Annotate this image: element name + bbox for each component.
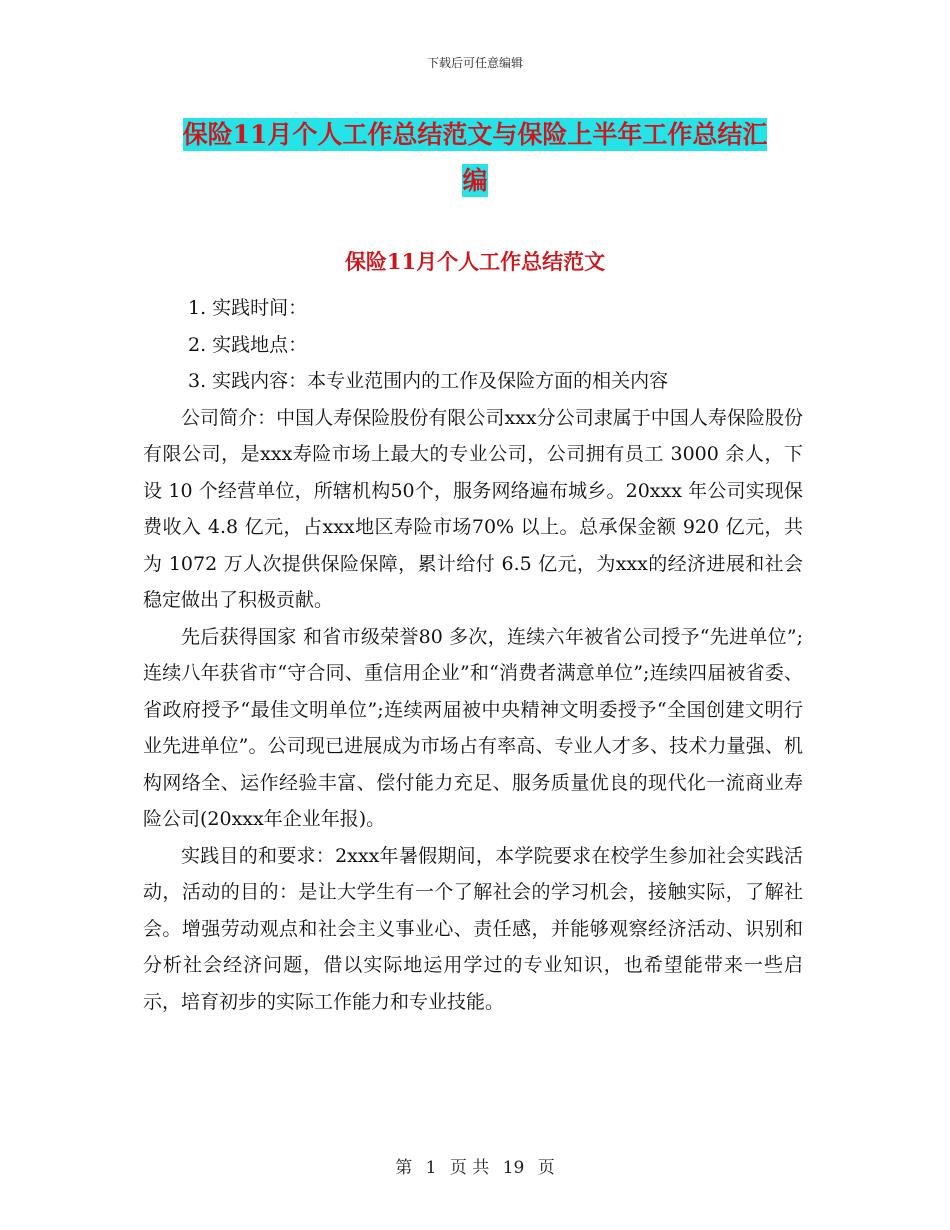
page-footer: [0, 1153, 950, 1178]
document-title-line-2: 编: [462, 166, 488, 195]
list-item: 1. 实践时间：: [188, 297, 308, 319]
document-title: [140, 112, 810, 204]
footer-middle: 页 共: [449, 1158, 490, 1178]
paragraph-honors: 先后获得国家 和省市级荣誉80 多次，连续六年被省公司授予“先进单位”;连续八年获省市“守合同、重信用企业”和“消费者满意单位”;连续四届被省委、省政府授予“最佳文明单位”;连续两届被中央精神文明委授予“全国创建文明行业先进单位”。公司现已进展成为市场占有率高、专业人才多、技术力量强、机构网络全、运作经验丰富、偿付能力充足、服务质量优良的现代化一流商业寿险公司(20xxx年企业年报)。: [143, 625, 803, 830]
section-title: 保险11月个人工作总结范文: [344, 249, 606, 274]
footer-suffix: 页: [537, 1158, 555, 1178]
document-title-line-1: 保险11月个人工作总结范文与保险上半年工作总结汇: [182, 120, 768, 149]
footer-current-page: 1: [425, 1158, 437, 1178]
document-body: [143, 290, 803, 1020]
footer-total-pages: 19: [502, 1158, 525, 1178]
list-item: 2. 实践地点：: [188, 333, 308, 356]
header-note: 下载后可任意编辑: [426, 56, 523, 70]
list-item: 3. 实践内容：本专业范围内的工作及保险方面的相关内容: [188, 370, 669, 392]
paragraph-purpose: 实践目的和要求：2xxx年暑假期间，本学院要求在校学生参加社会实践活动，活动的目的：是让大学生有一个了解社会的学习机会，接触实际，了解社会。增强劳动观点和社会主义事业心、责任感，并能够观察经济活动、识别和分析社会经济问题，借以实际地运用学过的专业知识，也希望能带来一些启示，培育初步的实际工作能力和专业技能。: [143, 844, 803, 1013]
footer-prefix: 第: [395, 1158, 413, 1178]
paragraph-company-intro: 公司简介：中国人寿保险股份有限公司xxx分公司隶属于中国人寿保险股份有限公司，是xxx寿险市场上最大的专业公司，公司拥有员工 3000 余人，下设 10 个经营单位，所辖机构50个，服务网络遍布城乡。20xxx 年公司实现保费收入 4.8 亿元，占xxx地区寿险市场70% 以上。总承保金额 920 亿元，共为 1072 万人次提供保险保障，累计给付 6.5 亿元，为xxx的经济进展和社会稳定做出了积极贡献。: [143, 406, 803, 611]
